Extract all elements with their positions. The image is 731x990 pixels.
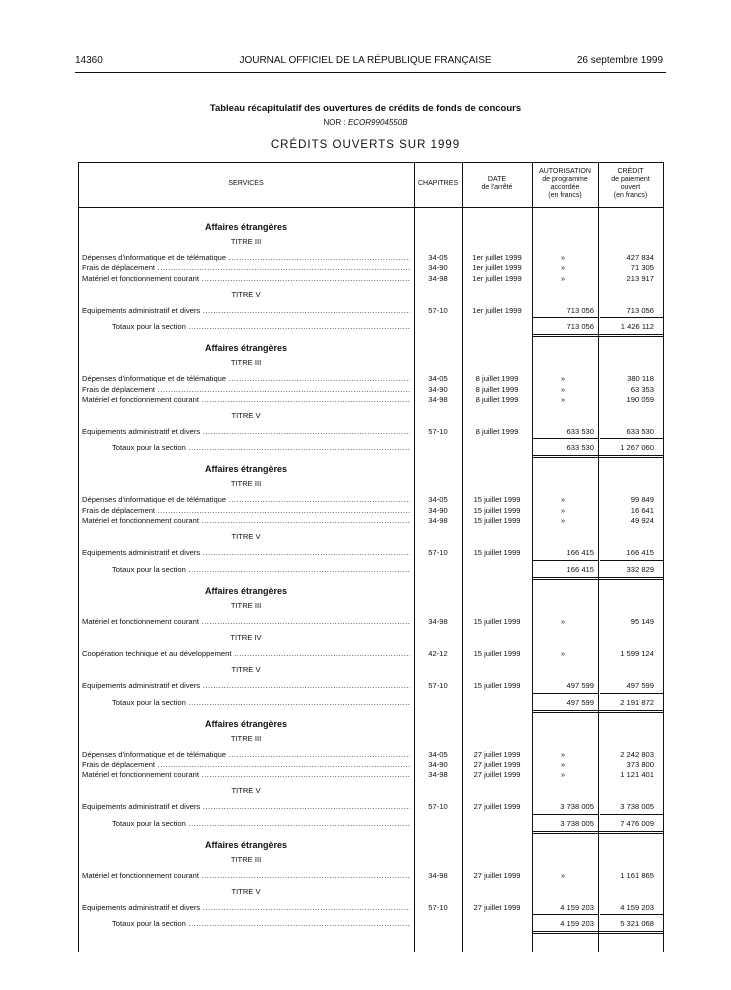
date-cell: 15 juillet 1999 [473,648,521,658]
date-cell: 8 juillet 1999 [475,384,519,394]
credit-cell: 166 415 [626,548,654,558]
date-cell: 1er juillet 1999 [472,273,522,283]
total-credit: 1 267 060 [620,443,654,453]
date-cell: 8 juillet 1999 [475,374,519,384]
autorisation-cell: » [560,374,566,384]
header-rule [75,72,666,73]
credit-cell: 16 641 [630,505,654,515]
autorisation-cell: » [560,253,566,262]
col-header-line: de programme [542,176,588,183]
total-credit: 2 191 872 [620,697,654,707]
total-autorisation: 4 159 203 [560,919,594,929]
credit-cell: 1 121 401 [620,770,654,780]
col-header-credit [598,168,663,200]
table-row [78,802,664,812]
service-label: Dépenses d'informatique et de télématique ..... [82,253,410,263]
section-heading: Affaires étrangères [204,585,288,596]
section-heading: Affaires étrangères [204,839,288,850]
chapitre-cell: 34-98 [428,394,448,404]
total-autorisation: 497 599 [566,697,594,707]
autorisation-cell: » [560,394,566,404]
chapitre-cell: 34-90 [428,263,448,273]
col-header-line: de paiement [611,176,650,183]
total-autorisation: 166 415 [566,564,594,574]
date-cell: 27 juillet 1999 [473,759,521,769]
titre-heading: TITRE III [230,479,262,489]
credit-cell: 4 159 203 [620,903,654,912]
col-header-services: SERVICES [228,180,264,187]
nor-reference [0,118,731,127]
subtotal-rule [532,438,598,439]
service-label: Matériel et fonctionnement courant ..... [82,871,410,881]
section-total-row [78,322,664,332]
col-header-date [462,176,532,192]
table-row [78,385,664,395]
page-number: 14360 [75,55,103,66]
chapitre-cell: 57-10 [428,903,448,912]
table-row [78,871,664,881]
table-row [78,274,664,284]
credit-cell: 63 353 [630,384,654,394]
autorisation-cell: » [560,263,566,273]
service-label: Matériel et fonctionnement courant ..... [82,274,410,284]
subtotal-rule [600,814,663,815]
table-row [78,306,664,316]
autorisation-cell: » [560,384,566,394]
table-row [78,395,664,405]
autorisation-cell: 3 738 005 [560,802,594,812]
table-row [78,263,664,273]
credit-cell: 1 599 124 [620,648,654,658]
service-label: Dépenses d'informatique et de télématique ..... [82,374,410,384]
credit-cell: 3 738 005 [620,802,654,812]
table-row [78,903,664,913]
section-separator [532,831,664,832]
section-separator [532,710,664,711]
date-cell: 27 juillet 1999 [473,870,521,880]
total-label: Totaux pour la section ..... [112,919,410,929]
section-heading: Affaires étrangères [204,464,288,475]
table-row [78,750,664,760]
nor-code: ECOR9904550B [347,118,408,127]
titre-heading: TITRE V [231,289,261,299]
autorisation-cell: 633 530 [566,427,594,437]
autorisation-cell: » [560,495,566,505]
col-header-line: (en francs) [613,192,648,199]
table-row [78,770,664,780]
titre-heading: TITRE V [231,786,261,796]
service-label: Equipements administratif et divers ..... [82,681,410,691]
subtotal-rule [532,317,598,318]
total-label: Totaux pour la section ..... [112,322,410,332]
table-row [78,649,664,659]
titre-heading: TITRE V [231,532,261,542]
autorisation-cell: » [560,616,566,626]
table-title: Tableau récapitulatif des ouvertures de crédits de fonds de concours [209,103,522,114]
chapitre-cell: 34-90 [428,759,448,769]
section-total-row [78,919,664,929]
section-separator [532,833,664,834]
autorisation-cell: 4 159 203 [560,903,594,912]
credit-cell: 427 834 [626,253,654,262]
chapitre-cell: 57-10 [428,681,448,691]
total-autorisation: 633 530 [566,443,594,453]
credit-cell: 71 305 [630,263,654,273]
total-credit: 332 829 [626,564,654,574]
service-label: Matériel et fonctionnement courant ..... [82,617,410,627]
credit-cell: 633 530 [626,427,654,437]
nor-label: NOR : [323,118,346,127]
chapitre-cell: 34-05 [428,749,448,759]
credit-cell: 190 059 [626,394,654,404]
subtotal-rule [600,914,663,915]
chapitre-cell: 34-98 [428,870,448,880]
grid-header-rule [78,207,664,208]
section-total-row [78,443,664,453]
table-row [78,548,664,558]
autorisation-cell: » [560,870,566,880]
total-label: Totaux pour la section ..... [112,698,410,708]
total-label: Totaux pour la section ..... [112,565,410,575]
service-label: Frais de déplacement ..... [82,263,410,273]
col-header-autorisation [532,168,598,200]
chapitre-cell: 34-90 [428,505,448,515]
service-label: Coopération technique et au développement ..... [82,649,410,659]
service-label: Equipements administratif et divers ..... [82,903,410,913]
titre-heading: TITRE III [230,237,262,246]
total-label: Totaux pour la section ..... [112,443,410,453]
subtotal-rule [532,693,598,694]
credit-cell: 2 242 803 [620,749,654,759]
section-separator [532,579,664,580]
subtotal-rule [600,693,663,694]
credit-cell: 713 056 [626,305,654,315]
subtotal-rule [532,914,598,915]
col-header-line: (en francs) [548,192,582,199]
col-header-line: de l'arrêté [481,184,513,191]
credit-cell: 497 599 [626,681,654,691]
chapitre-cell: 34-90 [428,384,448,394]
date-cell: 27 juillet 1999 [473,903,521,912]
date-cell: 8 juillet 1999 [475,427,519,437]
total-credit: 1 426 112 [620,322,654,332]
table-row [78,617,664,627]
grid-top-rule [78,162,664,163]
chapitre-cell: 34-98 [428,273,448,283]
credit-cell: 380 118 [627,374,654,384]
section-total-row [78,565,664,575]
col-header-line: ouvert [620,184,641,191]
autorisation-cell: » [560,505,566,515]
date-cell: 1er juillet 1999 [472,263,522,273]
col-header-chapitres: CHAPITRES [417,180,459,187]
subtotal-rule [600,438,663,439]
credit-cell: 213 917 [626,273,654,283]
titre-heading: TITRE III [230,358,262,368]
section-total-row [78,698,664,708]
service-label: Matériel et fonctionnement courant ..... [82,516,410,526]
total-credit: 7 476 009 [620,818,654,828]
autorisation-cell: » [560,770,566,780]
autorisation-cell: » [560,273,566,283]
date-cell: 1er juillet 1999 [472,253,522,262]
table-row [78,681,664,691]
service-label: Dépenses d'informatique et de télématique ..... [82,495,410,505]
autorisation-cell: 497 599 [566,681,594,691]
table-row [78,760,664,770]
chapitre-cell: 42-12 [428,648,448,658]
section-separator [532,336,664,337]
credit-cell: 1 161 865 [620,870,654,880]
service-label: Frais de déplacement ..... [82,385,410,395]
journal-title: JOURNAL OFFICIEL DE LA RÉPUBLIQUE FRANÇAISE [239,55,492,66]
section-separator [532,933,664,934]
autorisation-cell: » [560,759,566,769]
table-row [78,253,664,263]
autorisation-cell: 713 056 [566,305,594,315]
service-label: Equipements administratif et divers ..... [82,802,410,812]
date-cell: 15 juillet 1999 [473,505,521,515]
table-row [78,495,664,505]
col-header-line: CRÉDIT [617,168,644,175]
section-separator [532,577,664,578]
total-label: Totaux pour la section ..... [112,819,410,829]
subtotal-rule [600,560,663,561]
autorisation-cell: » [560,749,566,759]
chapitre-cell: 57-10 [428,427,448,437]
section-heading: Affaires étrangères [204,718,288,729]
total-autorisation: 713 056 [566,322,594,332]
date-cell: 8 juillet 1999 [475,394,519,404]
titre-heading: TITRE III [230,600,262,610]
titre-heading: TITRE IV [230,632,262,642]
chapitre-cell: 34-98 [428,516,448,525]
section-separator [532,712,664,713]
service-label: Equipements administratif et divers ..... [82,548,410,558]
autorisation-cell: » [560,516,566,525]
chapitre-cell: 34-98 [428,770,448,780]
date-cell: 27 juillet 1999 [473,802,521,812]
subtotal-rule [532,814,598,815]
service-label: Dépenses d'informatique et de télématique ..... [82,750,410,760]
date-cell: 1er juillet 1999 [472,305,522,315]
table-subtitle: CRÉDITS OUVERTS SUR 1999 [270,139,461,151]
col-header-line: AUTORISATION [539,168,591,175]
date-cell: 15 juillet 1999 [473,495,521,505]
date-cell: 15 juillet 1999 [473,548,521,558]
autorisation-cell: 166 415 [566,548,594,558]
section-total-row [78,819,664,829]
service-label: Frais de déplacement ..... [82,506,410,516]
credit-cell: 373 800 [626,759,654,769]
service-label: Equipements administratif et divers ..... [82,427,410,437]
subtotal-rule [600,317,663,318]
chapitre-cell: 34-05 [428,374,448,384]
chapitre-cell: 34-05 [428,495,448,505]
service-label: Frais de déplacement ..... [82,760,410,770]
total-autorisation: 3 738 005 [560,818,594,828]
table-row [78,427,664,437]
chapitre-cell: 57-10 [428,802,448,812]
section-separator [532,455,664,456]
table-row [78,506,664,516]
chapitre-cell: 34-05 [428,253,448,262]
col-header-line: DATE [487,176,507,183]
service-label: Matériel et fonctionnement courant ..... [82,395,410,405]
autorisation-cell: » [560,648,566,658]
section-separator [532,931,664,932]
titre-heading: TITRE V [231,411,261,421]
titre-heading: TITRE V [231,887,261,896]
credit-cell: 49 924 [630,516,654,525]
chapitre-cell: 34-98 [428,616,448,626]
table-row [78,516,664,526]
date-cell: 15 juillet 1999 [473,616,521,626]
col-header-line: accordée [550,184,580,191]
subtotal-rule [532,560,598,561]
date-cell: 27 juillet 1999 [473,749,521,759]
credit-cell: 95 149 [630,616,654,626]
section-separator [532,457,664,458]
table-row [78,374,664,384]
titre-heading: TITRE III [230,854,262,864]
date-cell: 27 juillet 1999 [473,770,521,780]
chapitre-cell: 57-10 [428,548,448,558]
titre-heading: TITRE III [230,733,262,743]
section-separator [532,334,664,335]
date-cell: 15 juillet 1999 [473,516,521,525]
credit-cell: 99 849 [630,495,654,505]
publication-date: 26 septembre 1999 [576,55,663,66]
service-label: Matériel et fonctionnement courant ..... [82,770,410,780]
service-label: Equipements administratif et divers ..... [82,306,410,316]
date-cell: 15 juillet 1999 [473,681,521,691]
total-credit: 5 321 068 [620,919,654,929]
section-heading: Affaires étrangères [204,222,288,232]
titre-heading: TITRE V [231,665,261,675]
chapitre-cell: 57-10 [428,305,448,315]
section-heading: Affaires étrangères [204,343,288,354]
